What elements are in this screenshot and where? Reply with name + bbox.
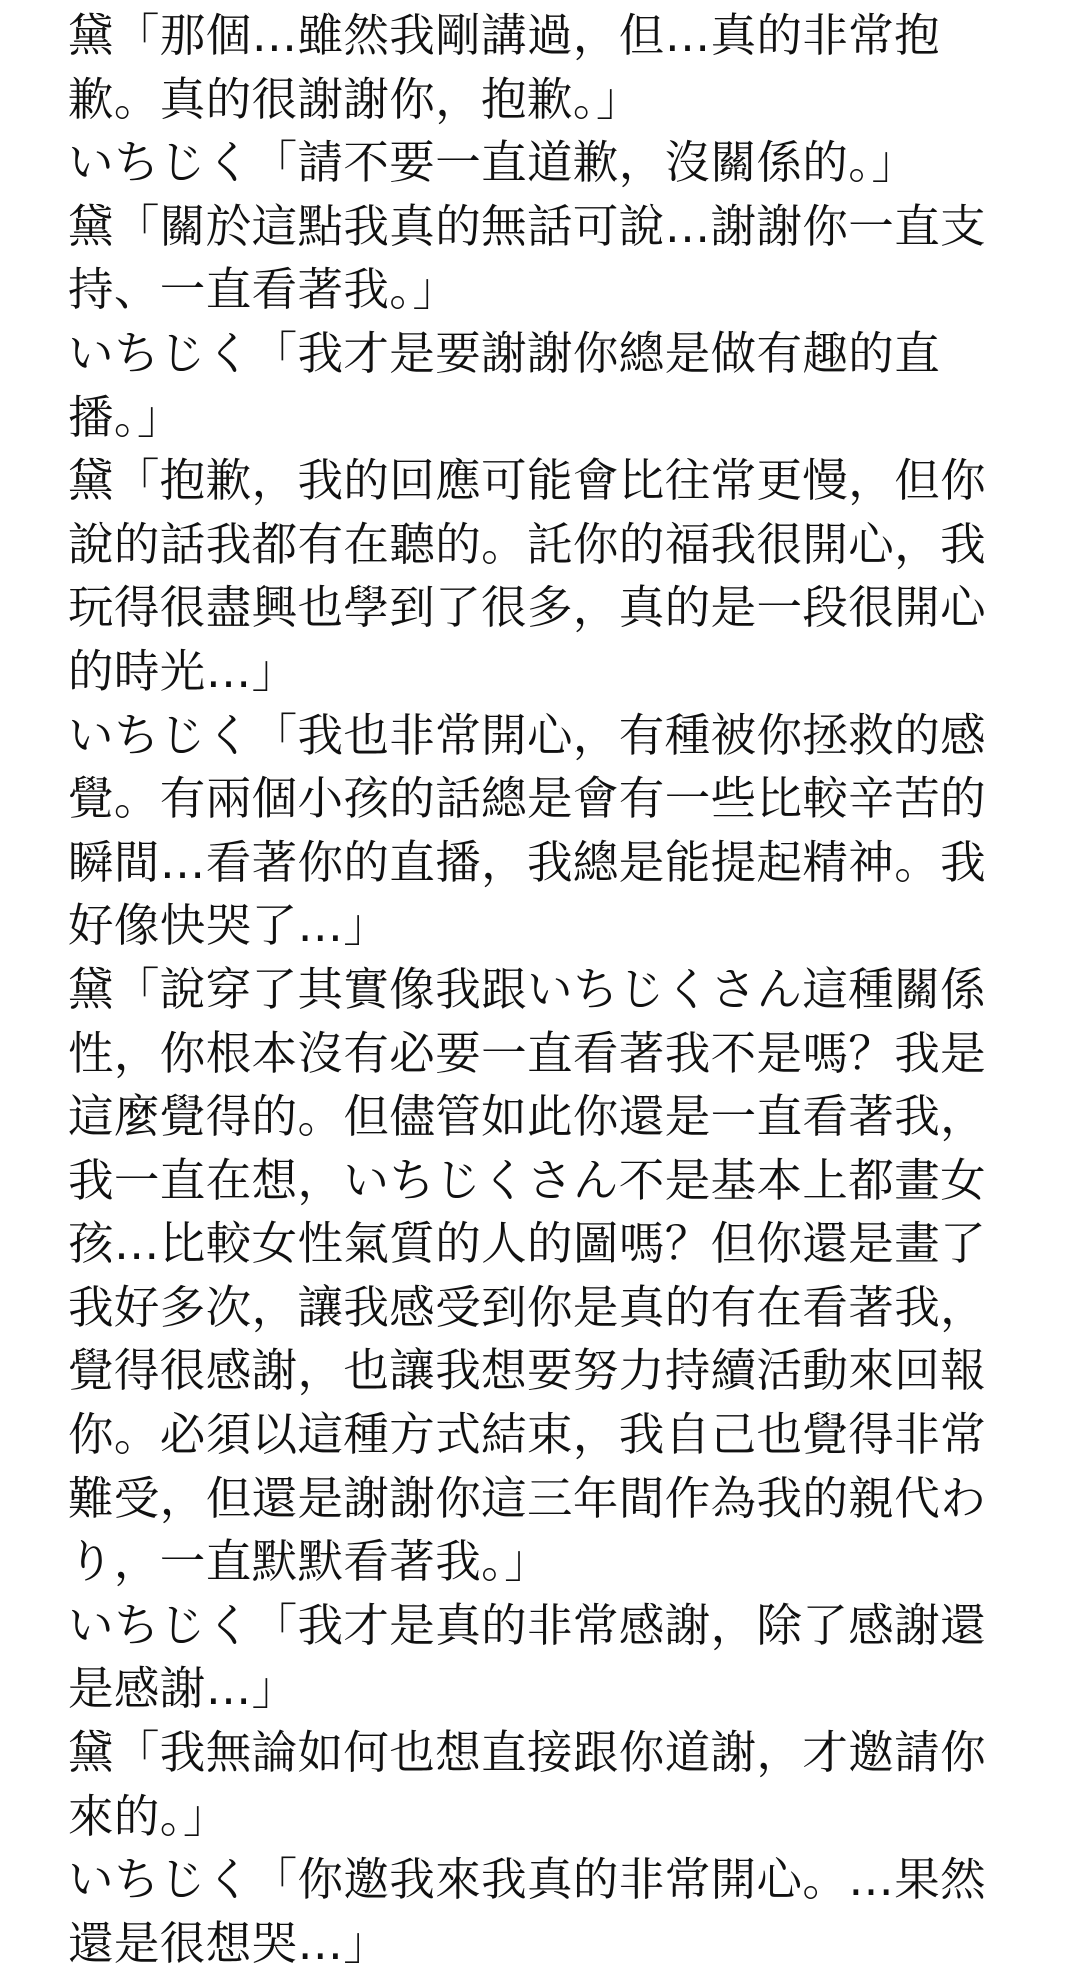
text-line: 的時光…」 (68, 644, 298, 698)
text-line: いちじく「請不要一直道歉，沒關係的。」 (68, 136, 918, 190)
text-line: 持、一直看著我。」 (68, 263, 459, 317)
text-line: 瞬間…看著你的直播，我總是能提起精神。我 (68, 835, 987, 889)
text-line: り，一直默默看著我。」 (68, 1535, 551, 1589)
text-line: いちじく「我也非常開心，有種被你拯救的感 (68, 708, 987, 762)
text-line: 性，你根本沒有必要一直看著我不是嗎？我是 (68, 1026, 987, 1080)
text-line: 黛「我無論如何也想直接跟你道謝，才邀請你 (68, 1726, 987, 1780)
text-line: 好像快哭了…」 (68, 899, 390, 953)
text-line: 這麼覺得的。但儘管如此你還是一直看著我， (68, 1090, 987, 1144)
text-line: 是感謝…」 (68, 1662, 298, 1716)
text-line: 難受，但還是謝謝你這三年間作為我的親代わ (68, 1471, 987, 1525)
text-line: 黛「抱歉，我的回應可能會比往常更慢，但你 (68, 454, 987, 508)
text-line: 來的。」 (68, 1789, 229, 1843)
text-line: いちじく「我才是真的非常感謝，除了感謝還 (68, 1598, 987, 1652)
text-line: 我一直在想，いちじくさん不是基本上都畫女 (68, 1153, 987, 1207)
text-line: 我好多次，讓我感受到你是真的有在看著我， (68, 1280, 987, 1334)
text-line: 黛「那個…雖然我剛講過，但…真的非常抱 (68, 9, 941, 62)
text-line: 歉。真的很謝謝你，抱歉。」 (68, 72, 642, 126)
text-line: 黛「關於這點我真的無話可說…謝謝你一直支 (68, 199, 987, 253)
text-line: 還是很想哭…」 (68, 1916, 390, 1970)
text-line: いちじく「我才是要謝謝你總是做有趣的直 (68, 326, 941, 380)
text-line: 播。」 (68, 390, 183, 444)
text-line: 覺得很感謝，也讓我想要努力持續活動來回報 (68, 1344, 987, 1398)
text-line: 玩得很盡興也學到了很多，真的是一段很開心 (68, 581, 987, 635)
text-line: 你。必須以這種方式結束，我自己也覺得非常 (68, 1408, 987, 1462)
text-line: 黛「說穿了其實像我跟いちじくさん這種關係 (68, 962, 987, 1016)
text-line: 覺。有兩個小孩的話總是會有一些比較辛苦的 (68, 772, 987, 826)
text-line: いちじく「你邀我來我真的非常開心。…果然 (68, 1853, 987, 1907)
text-line: 孩…比較女性氣質的人的圖嗎？但你還是畫了 (68, 1217, 987, 1271)
text-line: 說的話我都有在聽的。託你的福我很開心，我 (68, 517, 987, 571)
